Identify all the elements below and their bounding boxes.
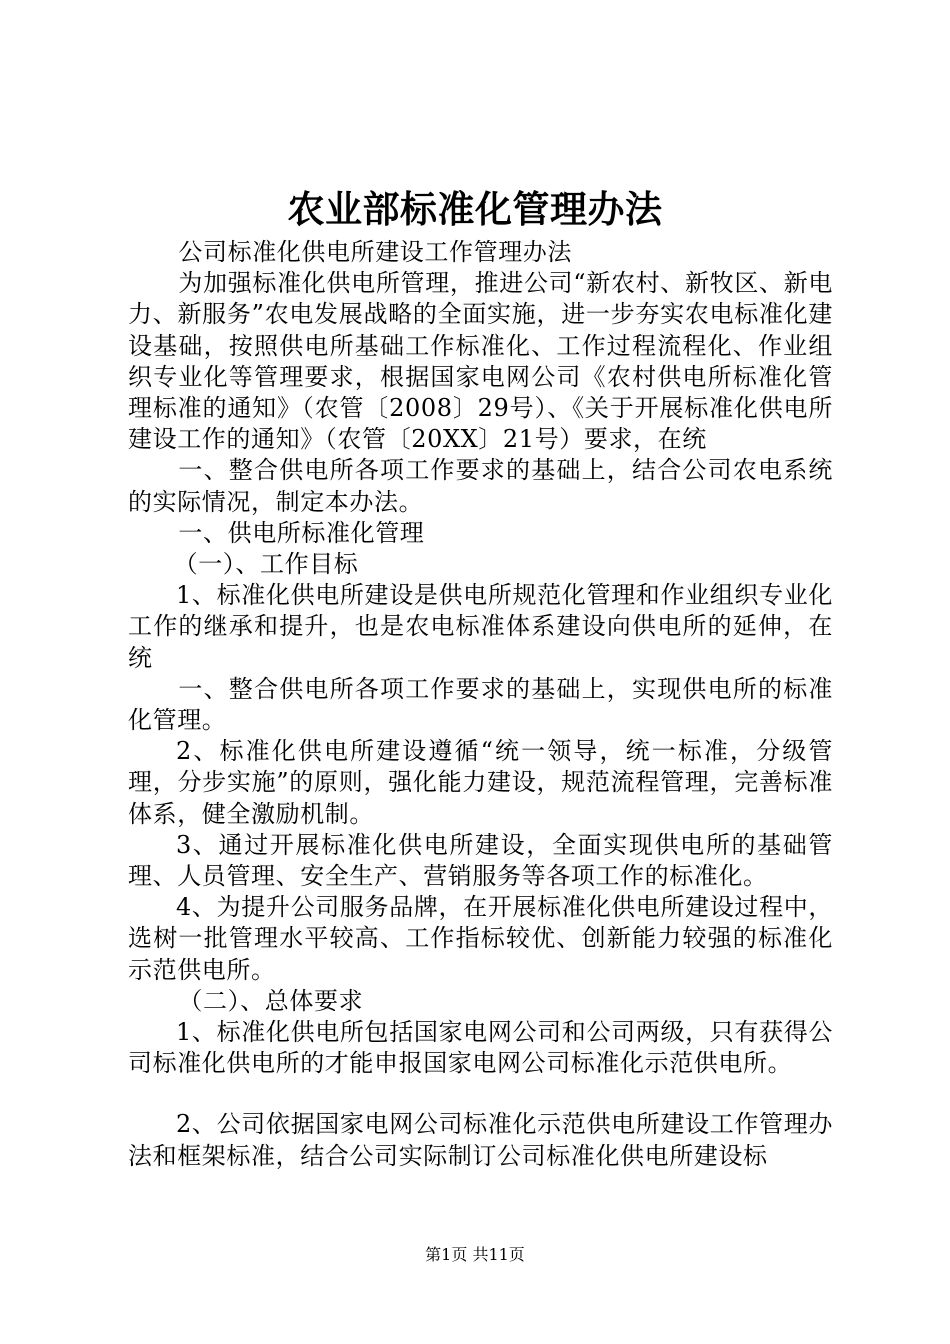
document-body [128,237,833,1172]
paragraph: 一、整合供电所各项工作要求的基础上，实现供电所的标准化管理。 [128,674,833,735]
paragraph: 一、供电所标准化管理 [178,518,425,547]
paragraph: 1、标准化供电所建设是供电所规范化管理和作业组织专业化工作的继承和提升，也是农电标准体系建设向供电所的延伸，在统 [128,581,833,672]
paragraph: （二）、总体要求 [178,986,364,1015]
paragraph: （一）、工作目标 [173,550,359,579]
paragraph: 2、公司依据国家电网公司标准化示范供电所建设工作管理办法和框架标准，结合公司实际制订公司标准化供电所建设标 [128,1110,833,1170]
paragraph: 2、标准化供电所建设遵循“统一领导，统一标准，分级管理，分步实施”的原则，强化能力建设，规范流程管理，完善标准体系，健全激励机制。 [128,737,833,828]
page-footer: 第1页 共11页 [425,1245,525,1264]
document-title: 农业部标准化管理办法 [287,187,663,231]
paragraph-gap [128,1079,833,1109]
paragraph: 1、标准化供电所包括国家电网公司和公司两级，只有获得公司标准化供电所的才能申报国家电网公司标准化示范供电所。 [128,1018,833,1078]
paragraph: 4、为提升公司服务品牌，在开展标准化供电所建设过程中，选树一批管理水平较高、工作指标较优、创新能力较强的标准化示范供电所。 [128,893,833,984]
paragraph: 一、整合供电所各项工作要求的基础上，结合公司农电系统的实际情况，制定本办法。 [128,456,833,516]
paragraph: 3、通过开展标准化供电所建设，全面实现供电所的基础管理、人员管理、安全生产、营销服务等各项工作的标准化。 [128,830,833,891]
paragraph: 公司标准化供电所建设工作管理办法 [178,238,572,266]
paragraph: 为加强标准化供电所管理，推进公司“新农村、新牧区、新电力、新服务”农电发展战略的全面实施，进一步夯实农电标准化建设基础，按照供电所基础工作标准化、工作过程流程化、作业组织专业化等管理要求，根据国家电网公司《农村供电所标准化管理标准的通知》（农管〔2008〕29号）、《关于开展标准化供电所建设工作的通知》（农管〔20XX〕21号）要求，在统 [128,269,833,454]
